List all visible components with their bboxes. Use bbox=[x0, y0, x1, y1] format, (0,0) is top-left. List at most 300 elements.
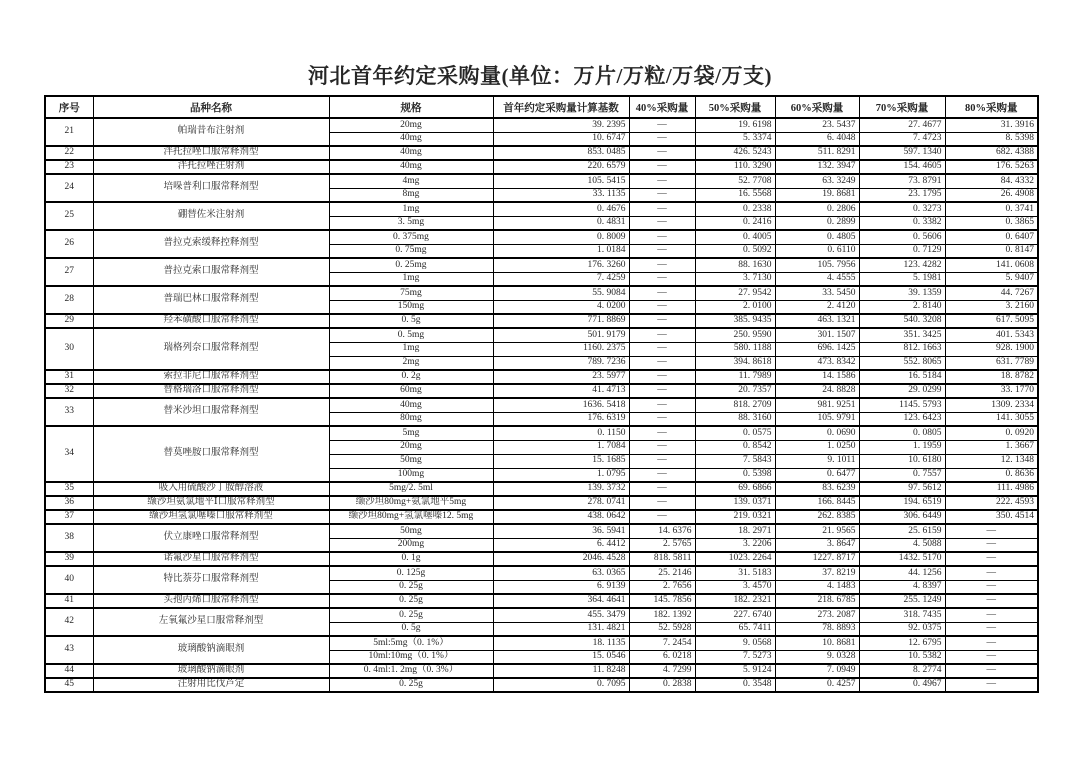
table-row bbox=[45, 496, 1038, 510]
value-cell: 16. 5184 bbox=[859, 370, 945, 384]
dash-cell: — bbox=[629, 384, 695, 398]
value-cell: 0. 7129 bbox=[859, 244, 945, 258]
column-header: 品种名称 bbox=[93, 96, 329, 118]
value-cell: 463. 1321 bbox=[775, 314, 859, 328]
value-cell: 131. 4821 bbox=[493, 622, 629, 636]
table-row bbox=[45, 286, 1038, 300]
dash-cell: — bbox=[629, 216, 695, 230]
value-cell: 255. 1249 bbox=[859, 594, 945, 608]
value-cell: 18. 8782 bbox=[945, 370, 1038, 384]
value-cell: 227. 6740 bbox=[695, 608, 775, 622]
value-cell: 63. 0365 bbox=[493, 566, 629, 580]
column-header: 80%采购量 bbox=[945, 96, 1038, 118]
row-number-cell: 36 bbox=[45, 496, 93, 510]
value-cell: 351. 3425 bbox=[859, 328, 945, 342]
value-cell: 0. 2899 bbox=[775, 216, 859, 230]
value-cell: 29. 0299 bbox=[859, 384, 945, 398]
spec-cell: 200mg bbox=[329, 538, 493, 552]
dash-cell: — bbox=[945, 552, 1038, 566]
table-row bbox=[45, 552, 1038, 566]
value-cell: 0. 2338 bbox=[695, 202, 775, 216]
row-number-cell: 34 bbox=[45, 426, 93, 482]
dash-cell: — bbox=[629, 286, 695, 300]
value-cell: 37. 8219 bbox=[775, 566, 859, 580]
table-row bbox=[45, 398, 1038, 412]
spec-cell: 0. 2g bbox=[329, 370, 493, 384]
dash-cell: — bbox=[629, 300, 695, 314]
table-row bbox=[45, 678, 1038, 692]
value-cell: 0. 5398 bbox=[695, 468, 775, 482]
dash-cell: — bbox=[629, 202, 695, 216]
value-cell: 19. 8681 bbox=[775, 188, 859, 202]
value-cell: 6. 4048 bbox=[775, 132, 859, 146]
value-cell: 141. 3055 bbox=[945, 412, 1038, 426]
spec-cell: 8mg bbox=[329, 188, 493, 202]
value-cell: 2. 8140 bbox=[859, 300, 945, 314]
value-cell: 273. 2087 bbox=[775, 608, 859, 622]
dash-cell: — bbox=[945, 622, 1038, 636]
spec-cell: 0. 5g bbox=[329, 622, 493, 636]
row-number-cell: 24 bbox=[45, 174, 93, 202]
dash-cell: — bbox=[629, 342, 695, 356]
value-cell: 139. 3732 bbox=[493, 482, 629, 496]
row-number-cell: 30 bbox=[45, 328, 93, 370]
spec-cell: 0. 375mg bbox=[329, 230, 493, 244]
spec-cell: 1mg bbox=[329, 202, 493, 216]
value-cell: 27. 9542 bbox=[695, 286, 775, 300]
value-cell: 1145. 5793 bbox=[859, 398, 945, 412]
value-cell: 145. 7856 bbox=[629, 594, 695, 608]
table-row bbox=[45, 118, 1038, 132]
dash-cell: — bbox=[945, 538, 1038, 552]
spec-cell: 75mg bbox=[329, 286, 493, 300]
product-name-cell: 伏立康唑口服常释剂型 bbox=[93, 524, 329, 552]
value-cell: 36. 5941 bbox=[493, 524, 629, 538]
value-cell: 5. 3374 bbox=[695, 132, 775, 146]
value-cell: 14. 1586 bbox=[775, 370, 859, 384]
value-cell: 318. 7435 bbox=[859, 608, 945, 622]
value-cell: 182. 2321 bbox=[695, 594, 775, 608]
value-cell: 11. 8248 bbox=[493, 664, 629, 678]
product-name-cell: 普拉克索缓释控释剂型 bbox=[93, 230, 329, 258]
table-row bbox=[45, 510, 1038, 524]
value-cell: 0. 8542 bbox=[695, 440, 775, 454]
dash-cell: — bbox=[629, 272, 695, 286]
spec-cell: 5ml:5mg（0. 1%） bbox=[329, 636, 493, 650]
value-cell: 44. 1256 bbox=[859, 566, 945, 580]
spec-cell: 0. 25mg bbox=[329, 258, 493, 272]
value-cell: 10. 6180 bbox=[859, 454, 945, 468]
value-cell: 3. 7130 bbox=[695, 272, 775, 286]
value-cell: 6. 0218 bbox=[629, 650, 695, 664]
spec-cell: 40mg bbox=[329, 398, 493, 412]
spec-cell: 5mg bbox=[329, 426, 493, 440]
product-name-cell: 帕瑞昔布注射剂 bbox=[93, 118, 329, 146]
product-name-cell: 普拉克索口服常释剂型 bbox=[93, 258, 329, 286]
value-cell: 44. 7267 bbox=[945, 286, 1038, 300]
value-cell: 394. 8618 bbox=[695, 356, 775, 370]
spec-cell: 40mg bbox=[329, 132, 493, 146]
value-cell: 5. 9124 bbox=[695, 664, 775, 678]
column-header: 50%采购量 bbox=[695, 96, 775, 118]
row-number-cell: 38 bbox=[45, 524, 93, 552]
value-cell: 0. 6407 bbox=[945, 230, 1038, 244]
row-number-cell: 33 bbox=[45, 398, 93, 426]
spec-cell: 20mg bbox=[329, 440, 493, 454]
spec-cell: 150mg bbox=[329, 300, 493, 314]
value-cell: 78. 8893 bbox=[775, 622, 859, 636]
value-cell: 0. 8147 bbox=[945, 244, 1038, 258]
value-cell: 111. 4986 bbox=[945, 482, 1038, 496]
value-cell: 39. 2395 bbox=[493, 118, 629, 132]
dash-cell: — bbox=[629, 482, 695, 496]
value-cell: 0. 3741 bbox=[945, 202, 1038, 216]
spec-cell: 40mg bbox=[329, 146, 493, 160]
column-header: 规格 bbox=[329, 96, 493, 118]
value-cell: 9. 0568 bbox=[695, 636, 775, 650]
value-cell: 426. 5243 bbox=[695, 146, 775, 160]
value-cell: 26. 4908 bbox=[945, 188, 1038, 202]
value-cell: 0. 3273 bbox=[859, 202, 945, 216]
row-number-cell: 45 bbox=[45, 678, 93, 692]
table-row bbox=[45, 258, 1038, 272]
spec-cell: 40mg bbox=[329, 160, 493, 174]
dash-cell: — bbox=[629, 398, 695, 412]
value-cell: 0. 5606 bbox=[859, 230, 945, 244]
dash-cell: — bbox=[629, 146, 695, 160]
product-name-cell: 玻璃酸钠滴眼剂 bbox=[93, 664, 329, 678]
value-cell: 1227. 8717 bbox=[775, 552, 859, 566]
value-cell: 278. 0741 bbox=[493, 496, 629, 510]
value-cell: 176. 5263 bbox=[945, 160, 1038, 174]
row-number-cell: 32 bbox=[45, 384, 93, 398]
column-header: 60%采购量 bbox=[775, 96, 859, 118]
product-name-cell: 替格瑞洛口服常释剂型 bbox=[93, 384, 329, 398]
value-cell: 696. 1425 bbox=[775, 342, 859, 356]
table-body bbox=[45, 118, 1038, 692]
value-cell: 7. 2454 bbox=[629, 636, 695, 650]
dash-cell: — bbox=[629, 412, 695, 426]
value-cell: 8. 2774 bbox=[859, 664, 945, 678]
value-cell: 1432. 5170 bbox=[859, 552, 945, 566]
spec-cell: 4mg bbox=[329, 174, 493, 188]
value-cell: 2. 0100 bbox=[695, 300, 775, 314]
value-cell: 132. 3947 bbox=[775, 160, 859, 174]
value-cell: 105. 9791 bbox=[775, 412, 859, 426]
value-cell: 176. 6319 bbox=[493, 412, 629, 426]
value-cell: 1309. 2334 bbox=[945, 398, 1038, 412]
value-cell: 220. 6579 bbox=[493, 160, 629, 174]
value-cell: 2. 5765 bbox=[629, 538, 695, 552]
value-cell: 3. 8647 bbox=[775, 538, 859, 552]
value-cell: 0. 4257 bbox=[775, 678, 859, 692]
dash-cell: — bbox=[629, 370, 695, 384]
table-row bbox=[45, 384, 1038, 398]
value-cell: 928. 1900 bbox=[945, 342, 1038, 356]
row-number-cell: 26 bbox=[45, 230, 93, 258]
row-number-cell: 25 bbox=[45, 202, 93, 230]
table-row bbox=[45, 566, 1038, 580]
table-row bbox=[45, 314, 1038, 328]
value-cell: 771. 8869 bbox=[493, 314, 629, 328]
value-cell: 1. 1959 bbox=[859, 440, 945, 454]
value-cell: 5. 1981 bbox=[859, 272, 945, 286]
value-cell: 23. 1795 bbox=[859, 188, 945, 202]
value-cell: 812. 1663 bbox=[859, 342, 945, 356]
value-cell: 63. 3249 bbox=[775, 174, 859, 188]
value-cell: 4. 5088 bbox=[859, 538, 945, 552]
table-row bbox=[45, 328, 1038, 342]
value-cell: 0. 2416 bbox=[695, 216, 775, 230]
value-cell: 3. 2160 bbox=[945, 300, 1038, 314]
value-cell: 14. 6376 bbox=[629, 524, 695, 538]
value-cell: 18. 1135 bbox=[493, 636, 629, 650]
value-cell: 10. 8681 bbox=[775, 636, 859, 650]
value-cell: 219. 0321 bbox=[695, 510, 775, 524]
product-name-cell: 诺氟沙星口服常释剂型 bbox=[93, 552, 329, 566]
row-number-cell: 37 bbox=[45, 510, 93, 524]
row-number-cell: 43 bbox=[45, 636, 93, 664]
product-name-cell: 泮托拉唑口服常释剂型 bbox=[93, 146, 329, 160]
value-cell: 12. 6795 bbox=[859, 636, 945, 650]
value-cell: 0. 4005 bbox=[695, 230, 775, 244]
row-number-cell: 35 bbox=[45, 482, 93, 496]
value-cell: 7. 5843 bbox=[695, 454, 775, 468]
value-cell: 33. 1770 bbox=[945, 384, 1038, 398]
product-name-cell: 玻璃酸钠滴眼剂 bbox=[93, 636, 329, 664]
dash-cell: — bbox=[629, 160, 695, 174]
value-cell: 9. 1011 bbox=[775, 454, 859, 468]
value-cell: 21. 9565 bbox=[775, 524, 859, 538]
spec-cell: 0. 1g bbox=[329, 552, 493, 566]
dash-cell: — bbox=[945, 580, 1038, 594]
value-cell: 73. 8791 bbox=[859, 174, 945, 188]
value-cell: 401. 5343 bbox=[945, 328, 1038, 342]
value-cell: 23. 5437 bbox=[775, 118, 859, 132]
value-cell: 31. 3916 bbox=[945, 118, 1038, 132]
dash-cell: — bbox=[629, 496, 695, 510]
row-number-cell: 28 bbox=[45, 286, 93, 314]
spec-cell: 0. 4ml:1. 2mg（0. 3%） bbox=[329, 664, 493, 678]
value-cell: 1. 7084 bbox=[493, 440, 629, 454]
product-name-cell: 缬沙坦氨氯地平Ⅰ口服常释剂型 bbox=[93, 496, 329, 510]
table-row bbox=[45, 426, 1038, 440]
value-cell: 617. 5095 bbox=[945, 314, 1038, 328]
value-cell: 176. 3260 bbox=[493, 258, 629, 272]
product-name-cell: 羟苯磺酸口服常释剂型 bbox=[93, 314, 329, 328]
product-name-cell: 吸入用硫酸沙丁胺醇溶液 bbox=[93, 482, 329, 496]
row-number-cell: 22 bbox=[45, 146, 93, 160]
dash-cell: — bbox=[629, 258, 695, 272]
value-cell: 0. 2806 bbox=[775, 202, 859, 216]
value-cell: 65. 7411 bbox=[695, 622, 775, 636]
value-cell: 19. 6198 bbox=[695, 118, 775, 132]
value-cell: 0. 8636 bbox=[945, 468, 1038, 482]
dash-cell: — bbox=[629, 510, 695, 524]
row-number-cell: 44 bbox=[45, 664, 93, 678]
product-name-cell: 泮托拉唑注射剂 bbox=[93, 160, 329, 174]
value-cell: 682. 4388 bbox=[945, 146, 1038, 160]
product-name-cell: 替米沙坦口服常释剂型 bbox=[93, 398, 329, 426]
value-cell: 10. 6747 bbox=[493, 132, 629, 146]
table-row bbox=[45, 482, 1038, 496]
value-cell: 580. 1188 bbox=[695, 342, 775, 356]
value-cell: 0. 1150 bbox=[493, 426, 629, 440]
value-cell: 540. 3208 bbox=[859, 314, 945, 328]
value-cell: 7. 0949 bbox=[775, 664, 859, 678]
value-cell: 3. 4570 bbox=[695, 580, 775, 594]
product-name-cell: 注射用比伐芦定 bbox=[93, 678, 329, 692]
value-cell: 15. 0546 bbox=[493, 650, 629, 664]
value-cell: 9. 0328 bbox=[775, 650, 859, 664]
value-cell: 123. 4282 bbox=[859, 258, 945, 272]
value-cell: 7. 4259 bbox=[493, 272, 629, 286]
table-row bbox=[45, 594, 1038, 608]
spec-cell: 0. 25g bbox=[329, 580, 493, 594]
table-row bbox=[45, 146, 1038, 160]
value-cell: 141. 0608 bbox=[945, 258, 1038, 272]
value-cell: 818. 5811 bbox=[629, 552, 695, 566]
row-number-cell: 41 bbox=[45, 594, 93, 608]
value-cell: 83. 6239 bbox=[775, 482, 859, 496]
spec-cell: 3. 5mg bbox=[329, 216, 493, 230]
value-cell: 15. 1685 bbox=[493, 454, 629, 468]
product-name-cell: 替莫唑胺口服常释剂型 bbox=[93, 426, 329, 482]
table-row bbox=[45, 636, 1038, 650]
value-cell: 154. 4605 bbox=[859, 160, 945, 174]
spec-cell: 80mg bbox=[329, 412, 493, 426]
value-cell: 84. 4332 bbox=[945, 174, 1038, 188]
product-name-cell: 培哚普利口服常释剂型 bbox=[93, 174, 329, 202]
value-cell: 1160. 2375 bbox=[493, 342, 629, 356]
value-cell: 385. 9435 bbox=[695, 314, 775, 328]
value-cell: 139. 0371 bbox=[695, 496, 775, 510]
spec-cell: 0. 5g bbox=[329, 314, 493, 328]
dash-cell: — bbox=[945, 608, 1038, 622]
spec-cell: 0. 25g bbox=[329, 678, 493, 692]
dash-cell: — bbox=[629, 440, 695, 454]
value-cell: 97. 5612 bbox=[859, 482, 945, 496]
value-cell: 123. 6423 bbox=[859, 412, 945, 426]
value-cell: 631. 7789 bbox=[945, 356, 1038, 370]
spec-cell: 5mg/2. 5ml bbox=[329, 482, 493, 496]
value-cell: 55. 9084 bbox=[493, 286, 629, 300]
dash-cell: — bbox=[629, 244, 695, 258]
dash-cell: — bbox=[629, 118, 695, 132]
value-cell: 218. 6785 bbox=[775, 594, 859, 608]
value-cell: 0. 7557 bbox=[859, 468, 945, 482]
value-cell: 301. 1507 bbox=[775, 328, 859, 342]
dash-cell: — bbox=[629, 328, 695, 342]
value-cell: 7. 5273 bbox=[695, 650, 775, 664]
value-cell: 105. 5415 bbox=[493, 174, 629, 188]
value-cell: 0. 5092 bbox=[695, 244, 775, 258]
dash-cell: — bbox=[945, 524, 1038, 538]
dash-cell: — bbox=[629, 468, 695, 482]
value-cell: 0. 3548 bbox=[695, 678, 775, 692]
value-cell: 0. 3865 bbox=[945, 216, 1038, 230]
product-name-cell: 普瑞巴林口服常释剂型 bbox=[93, 286, 329, 314]
table-row bbox=[45, 230, 1038, 244]
value-cell: 88. 1630 bbox=[695, 258, 775, 272]
product-name-cell: 特比萘芬口服常释剂型 bbox=[93, 566, 329, 594]
value-cell: 52. 5928 bbox=[629, 622, 695, 636]
spec-cell: 100mg bbox=[329, 468, 493, 482]
value-cell: 438. 0642 bbox=[493, 510, 629, 524]
value-cell: 31. 5183 bbox=[695, 566, 775, 580]
dash-cell: — bbox=[945, 650, 1038, 664]
value-cell: 10. 5382 bbox=[859, 650, 945, 664]
spec-cell: 50mg bbox=[329, 454, 493, 468]
value-cell: 8. 5398 bbox=[945, 132, 1038, 146]
value-cell: 262. 8385 bbox=[775, 510, 859, 524]
table-row bbox=[45, 608, 1038, 622]
value-cell: 1. 0184 bbox=[493, 244, 629, 258]
value-cell: 88. 3160 bbox=[695, 412, 775, 426]
product-name-cell: 缬沙坦氢氯噻嗪口服常释剂型 bbox=[93, 510, 329, 524]
spec-cell: 60mg bbox=[329, 384, 493, 398]
value-cell: 0. 2838 bbox=[629, 678, 695, 692]
spec-cell: 1mg bbox=[329, 342, 493, 356]
column-header: 70%采购量 bbox=[859, 96, 945, 118]
value-cell: 1. 0795 bbox=[493, 468, 629, 482]
value-cell: 1. 0250 bbox=[775, 440, 859, 454]
value-cell: 4. 0200 bbox=[493, 300, 629, 314]
value-cell: 306. 6449 bbox=[859, 510, 945, 524]
value-cell: 20. 7357 bbox=[695, 384, 775, 398]
spec-cell: 50mg bbox=[329, 524, 493, 538]
value-cell: 69. 6866 bbox=[695, 482, 775, 496]
value-cell: 92. 0375 bbox=[859, 622, 945, 636]
value-cell: 3. 2206 bbox=[695, 538, 775, 552]
table-row bbox=[45, 524, 1038, 538]
value-cell: 222. 4593 bbox=[945, 496, 1038, 510]
value-cell: 0. 3382 bbox=[859, 216, 945, 230]
row-number-cell: 39 bbox=[45, 552, 93, 566]
value-cell: 4. 7299 bbox=[629, 664, 695, 678]
dash-cell: — bbox=[629, 174, 695, 188]
spec-cell: 20mg bbox=[329, 118, 493, 132]
value-cell: 23. 5977 bbox=[493, 370, 629, 384]
value-cell: 4. 1483 bbox=[775, 580, 859, 594]
value-cell: 364. 4641 bbox=[493, 594, 629, 608]
table-row bbox=[45, 160, 1038, 174]
value-cell: 0. 4805 bbox=[775, 230, 859, 244]
spec-cell: 1mg bbox=[329, 272, 493, 286]
value-cell: 0. 7095 bbox=[493, 678, 629, 692]
value-cell: 1636. 5418 bbox=[493, 398, 629, 412]
row-number-cell: 21 bbox=[45, 118, 93, 146]
value-cell: 0. 6110 bbox=[775, 244, 859, 258]
product-name-cell: 左氧氟沙星口服常释剂型 bbox=[93, 608, 329, 636]
dash-cell: — bbox=[945, 636, 1038, 650]
value-cell: 194. 6519 bbox=[859, 496, 945, 510]
spec-cell: 0. 125g bbox=[329, 566, 493, 580]
column-header: 40%采购量 bbox=[629, 96, 695, 118]
header-row bbox=[45, 96, 1038, 118]
value-cell: 0. 4831 bbox=[493, 216, 629, 230]
value-cell: 18. 2971 bbox=[695, 524, 775, 538]
value-cell: 4. 4555 bbox=[775, 272, 859, 286]
table-header bbox=[45, 96, 1038, 118]
dash-cell: — bbox=[945, 664, 1038, 678]
spec-cell: 缬沙坦80mg+氨氯地平5mg bbox=[329, 496, 493, 510]
spec-cell: 0. 5mg bbox=[329, 328, 493, 342]
value-cell: 0. 0805 bbox=[859, 426, 945, 440]
spec-cell: 0. 25g bbox=[329, 608, 493, 622]
value-cell: 455. 3479 bbox=[493, 608, 629, 622]
value-cell: 350. 4514 bbox=[945, 510, 1038, 524]
